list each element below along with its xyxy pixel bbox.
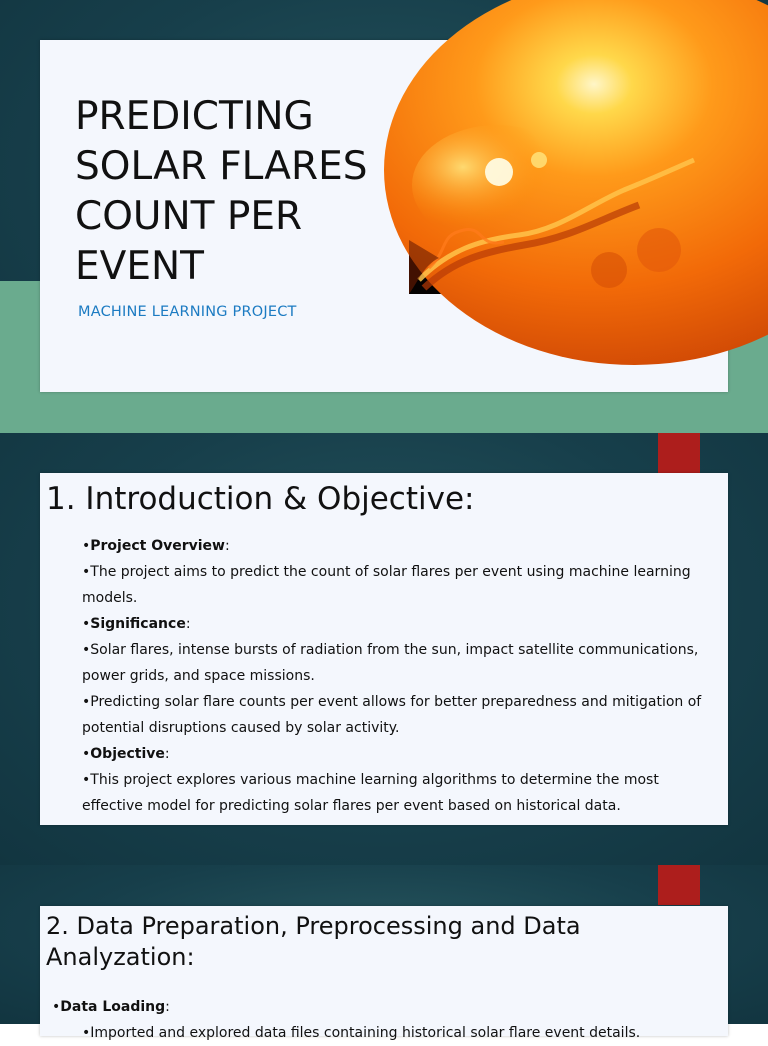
slide-title: PREDICTING SOLAR FLARES COUNT PER EVENT	[75, 94, 368, 289]
slide-subtitle: MACHINE LEARNING PROJECT	[78, 304, 297, 320]
sun-icon	[409, 130, 699, 294]
list-item: •Data Loading:	[52, 999, 170, 1015]
list-item: •This project explores various machine learning algorithms to determine the most effective model for predicting solar flares per event based on historical data.	[82, 772, 659, 814]
data-prep-bullet-list	[52, 994, 692, 1046]
accent-tab	[658, 433, 700, 473]
accent-tab	[658, 865, 700, 905]
section-heading: 1. Introduction & Objective:	[46, 481, 475, 517]
section-heading: 2. Data Preparation, Preprocessing and Data Analyzation:	[46, 912, 581, 971]
introduction-slide	[0, 433, 768, 865]
list-item: •Project Overview:	[82, 538, 230, 554]
list-item: •Imported and explored data files containing historical solar flare event details.	[82, 1025, 641, 1041]
list-item: •Solar flares, intense bursts of radiation from the sun, impact satellite communications, power grids, and space missions.	[82, 642, 699, 684]
data-preparation-slide	[0, 865, 768, 1041]
solar-flare-image	[409, 130, 699, 294]
list-item: •Objective:	[82, 746, 170, 762]
intro-bullet-list	[82, 533, 702, 819]
list-item: •The project aims to predict the count of solar flares per event using machine learning models.	[82, 564, 691, 606]
intro-card	[40, 473, 728, 825]
title-card	[40, 40, 728, 392]
list-item: •Predicting solar flare counts per event allows for better preparedness and mitigation of potential disruptions caused by solar activity.	[82, 694, 702, 736]
list-item: •Significance:	[82, 616, 191, 632]
title-slide	[0, 0, 768, 433]
data-prep-card	[40, 906, 728, 1041]
